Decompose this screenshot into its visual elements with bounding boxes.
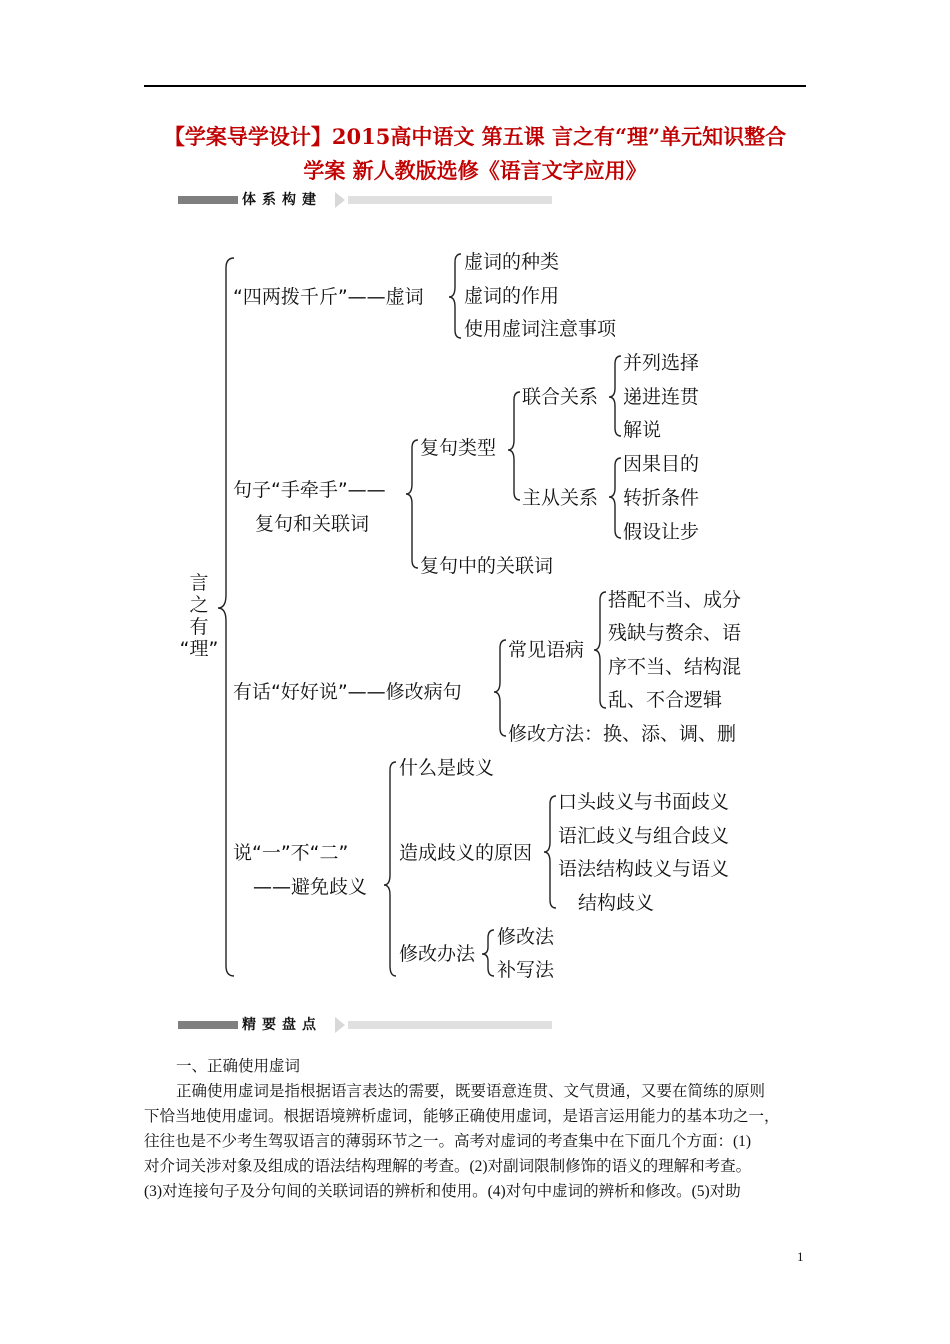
b3-common-item: 搭配不当、成分 [608,589,742,611]
b4-label-line2: ——避免歧义 [253,876,368,898]
b4-cause: 造成歧义的原因 [399,842,533,864]
b4-cause-bracket [544,796,556,908]
b2-label-line2: 复句和关联词 [255,513,370,535]
b2-types-bracket [508,392,520,500]
b2-zhucong: 主从关系 [522,487,599,509]
b2-lianhe-item: 递进连贯 [623,386,700,408]
b4-what: 什么是歧义 [399,757,495,779]
root-char: 之 [189,594,209,616]
b3-common: 常见语病 [508,639,585,661]
b2-zhucong-item: 假设让步 [623,521,700,543]
b1-label: “四两拨千斤”——虚词 [233,286,424,308]
document-title-line2: 学案 新人教版选修《语言文字应用》 [303,158,647,183]
b3-bracket [494,640,506,736]
b4-cause-item: 语法结构歧义与语义 [558,858,730,880]
b4-fix-item: 补写法 [497,959,555,981]
b1-item: 使用虚词注意事项 [464,318,617,340]
b3-label: 有话“好好说”——修改病句 [233,681,462,703]
page-number: 1 [797,1249,804,1264]
b4-cause-item: 口头歧义与书面歧义 [558,791,730,813]
b4-cause-item: 语汇歧义与组合歧义 [558,825,730,847]
b1-item: 虚词的作用 [464,285,560,307]
root-char: 有 [189,616,209,638]
b2-lianhe-bracket [609,356,621,436]
b3-common-item: 序不当、结构混 [608,656,742,678]
b4-cause-item: 结构歧义 [578,892,655,914]
b3-common-item: 乱、不合逻辑 [608,689,723,711]
document-title-line1: 【学案导学设计】2015高中语文 第五课 言之有“理”单元知识整合 [163,124,787,149]
b4-fix-bracket [482,930,494,976]
section-label: 体系构建 [242,192,322,208]
b1-bracket [449,254,461,338]
body-text [144,1054,808,1204]
body-line: (3)对连接句子及分句间的关联词语的辨析和使用。(4)对句中虚词的辨析和修改。(5)对助 [144,1183,741,1200]
b2-conj: 复句中的关联词 [420,555,554,577]
section-arrow-icon [335,1017,345,1033]
body-line: 往往也是不少考生驾驭语言的薄弱环节之一。高考对虚词的考查集中在下面几个方面：(1) [144,1133,752,1150]
root-char: “理” [179,638,219,660]
tree-root [179,572,219,660]
b2-types: 复句类型 [420,437,497,459]
b2-label-line1: 句子“手牵手”—— [233,479,386,501]
b2-zhucong-item: 因果目的 [623,453,700,475]
section-label: 精要盘点 [242,1017,322,1033]
b4-bracket [384,762,396,976]
body-line: 对介词关涉对象及组成的语法结构理解的考查。(2)对副词限制修饰的语义的理解和考查。 [144,1158,752,1175]
body-line: 正确使用虚词是指根据语言表达的需要，既要语意连贯、文气贯通，又要在简练的原则 [176,1083,766,1100]
b2-lianhe-item: 解说 [623,419,662,441]
b4-fix-item: 修改法 [497,926,555,948]
b2-bracket [406,440,418,568]
b3-common-bracket [594,592,606,708]
b3-method: 修改方法：换、添、调、删 [508,723,737,745]
b2-lianhe-item: 并列选择 [623,352,700,374]
section-bar-dark [178,1021,238,1029]
b2-zhucong-bracket [609,458,621,538]
b1-item: 虚词的种类 [464,251,560,273]
b3-common-item: 残缺与赘余、语 [608,622,742,644]
root-char: 言 [189,572,209,594]
b4-fix: 修改办法 [399,943,476,965]
section-header-summary [178,1018,552,1032]
b4-label-line1: 说“一”不“二” [233,842,349,864]
root-bracket [218,258,234,976]
b2-lianhe: 联合关系 [522,386,599,408]
b2-zhucong-item: 转折条件 [623,487,700,509]
section-bar-light [348,1021,552,1029]
body-heading: 一、正确使用虚词 [176,1058,301,1075]
body-line: 下恰当地使用虚词。根据语境辨析虚词，能够正确使用虚词，是语言运用能力的基本功之一， [144,1108,780,1125]
